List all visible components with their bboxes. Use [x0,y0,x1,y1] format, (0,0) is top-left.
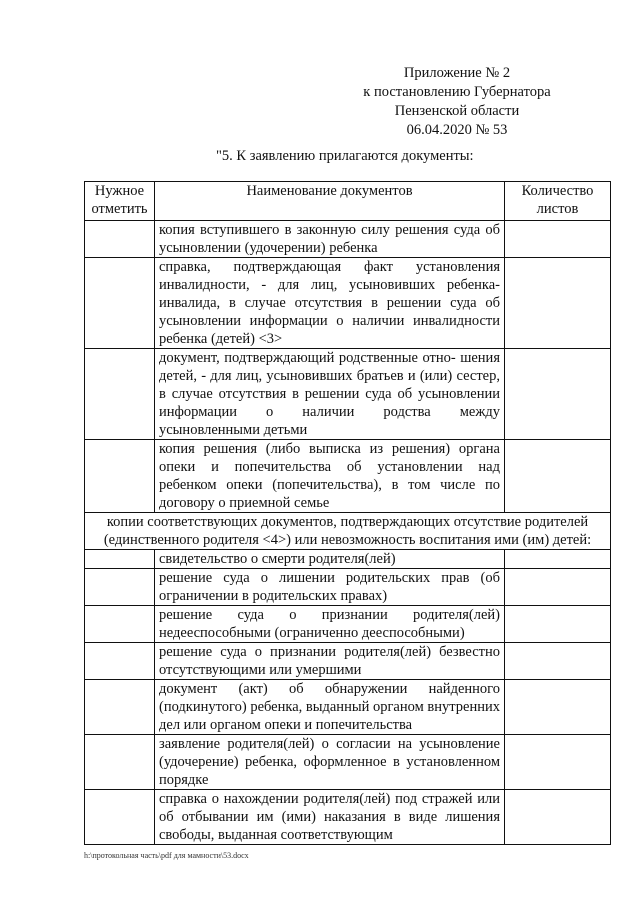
table-row [85,643,611,680]
sheet-count-cell[interactable] [505,680,611,735]
sheet-count-cell[interactable] [505,606,611,643]
documents-table [84,181,611,845]
sheet-count-cell[interactable] [505,790,611,845]
mark-cell[interactable] [85,643,155,680]
mark-cell[interactable] [85,221,155,258]
sheet-count-cell[interactable] [505,569,611,606]
mark-cell[interactable] [85,440,155,513]
section-label: копии соответствующих документов, подтверждающих отсутствие родителей (единственного родителя <4>) или невозможность воспитания ими (им) детей: [85,513,611,550]
document-name: решение суда о признании родителя(лей) недееспособными (ограниченно дееспособными) [155,606,505,643]
table-row [85,569,611,606]
mark-cell[interactable] [85,258,155,349]
table-row [85,680,611,735]
document-name: свидетельство о смерти родителя(лей) [155,550,505,569]
document-name: копия вступившего в законную силу решения суда об усыновлении (удочерении) ребенка [155,221,505,258]
document-name: заявление родителя(лей) о согласии на усыновление (удочерение) ребенка, оформленное в установленном порядке [155,735,505,790]
sheet-count-cell[interactable] [505,735,611,790]
column-header-count: Количество листов [505,182,611,221]
header-line: к постановлению Губернатора [363,84,551,100]
table-row [85,440,611,513]
table-row [85,735,611,790]
sheet-count-cell[interactable] [505,550,611,569]
table-row [85,221,611,258]
header-line: Пензенской области [394,103,520,119]
header-date-number: 06.04.2020 № 53 [406,122,508,138]
mark-cell[interactable] [85,569,155,606]
header-line: Приложение № 2 [403,65,511,81]
sheet-count-cell[interactable] [505,440,611,513]
sheet-count-cell[interactable] [505,643,611,680]
document-header [342,64,572,140]
document-name: справка, подтверждающая факт установления инвалидности, - для лиц, усыновивших ребенка-инвалида, в случае отсутствия в решении суда об усыновлении информации о наличии инвалидности ребенка (детей) <3> [155,258,505,349]
file-path-footer: h:\протокольная часть\pdf для мамности\53.docx [84,851,249,860]
mark-cell[interactable] [85,735,155,790]
mark-cell[interactable] [85,606,155,643]
mark-cell[interactable] [85,349,155,440]
section-row [85,513,611,550]
column-header-mark: Нужное отметить [85,182,155,221]
table-header-row [85,182,611,221]
mark-cell[interactable] [85,790,155,845]
section-intro: "5. К заявлению прилагаются документы: [216,148,474,164]
mark-cell[interactable] [85,550,155,569]
document-name: решение суда о лишении родительских прав (об ограничении в родительских правах) [155,569,505,606]
document-name: копия решения (либо выписка из решения) органа опеки и попечительства об установлении над ребенком опеки (попечительства), в том числе по договору о приемной семье [155,440,505,513]
mark-cell[interactable] [85,680,155,735]
document-name: документ, подтверждающий родственные отно- шения детей, - для лиц, усыновивших братьев и (или) сестер, в случае отсутствия в решении суда об усыновлении информации о наличии родства между усыновленными детьми [155,349,505,440]
sheet-count-cell[interactable] [505,349,611,440]
document-name: решение суда о признании родителя(лей) безвестно отсутствующими или умершими [155,643,505,680]
table-row [85,550,611,569]
column-header-name: Наименование документов [155,182,505,221]
table-row [85,349,611,440]
table-row [85,790,611,845]
document-name: документ (акт) об обнаружении найденного (подкинутого) ребенка, выданный органом внутренних дел или органом опеки и попечительства [155,680,505,735]
sheet-count-cell[interactable] [505,221,611,258]
table-row [85,258,611,349]
sheet-count-cell[interactable] [505,258,611,349]
document-name: справка о нахождении родителя(лей) под стражей или об отбывании им (ими) наказания в виде лишения свободы, выданная соответствующим [155,790,505,845]
table-row [85,606,611,643]
